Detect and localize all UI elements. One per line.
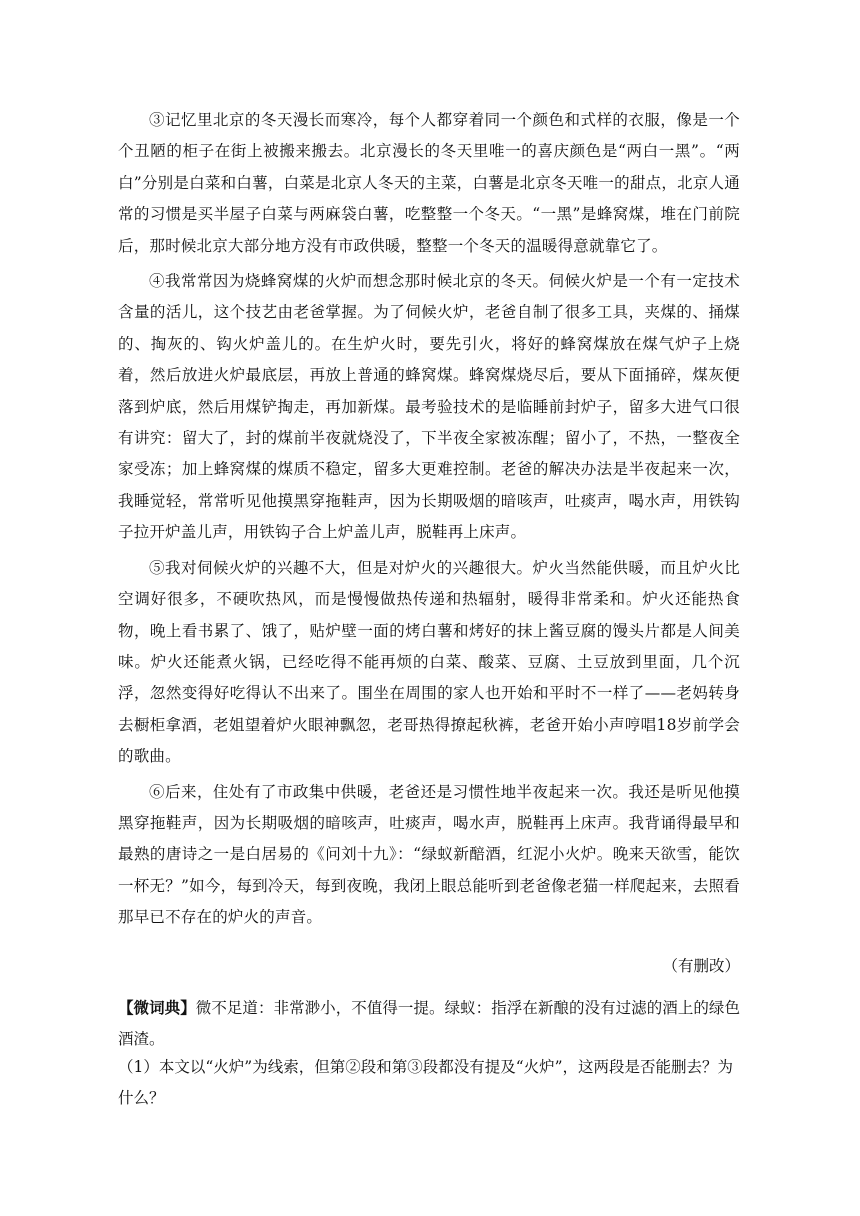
glossary-text: 微不足道：非常渺小，不值得一提。绿蚁：指浮在新酿的没有过滤的酒上的绿色酒渣。: [118, 999, 740, 1049]
source-note: （有删改）: [662, 957, 740, 975]
paragraph-6: ⑥后来，住处有了市政集中供暖，老爸还是习惯性地半夜起来一次。我还是听见他摸黑穿拖鞋声，因为长期吸烟的暗咳声，吐痰声，喝水声，脱鞋再上床声。我背诵得最早和最熟的唐诗之一是白居易的《问刘十九》：“绿蚁新醅酒，红泥小火炉。晚来天欲雪，能饮一杯无？”如今，每到冷天，每到夜晚，我闭上眼总能听到老爸像老猫一样爬起来，去照看那早已不存在的炉火的声音。: [118, 782, 740, 927]
paragraph-4: ④我常常因为烧蜂窝煤的火炉而想念那时候北京的冬天。伺候火炉是一个有一定技术含量的活儿，这个技艺由老爸掌握。为了伺候火炉，老爸自制了很多工具，夹煤的、捅煤的、掏灰的、钩火炉盖儿的。在生炉火时，要先引火，将好的蜂窝煤放在煤气炉子上烧着，然后放进火炉最底层，再放上普通的蜂窝煤。蜂窝煤烧尽后，要从下面捅碎，煤灰便落到炉底，然后用煤铲掏走，再加新煤。最考验技术的是临睡前封炉子，留多大进气口很有讲究：留大了，封的煤前半夜就烧没了，下半夜全家被冻醒；留小了，不热，一整夜全家受冻；加上蜂窝煤的煤质不稳定，留多大更难控制。老爸的解决办法是半夜起来一次，我睡觉轻，常常听见他摸黑穿拖鞋声，因为长期吸烟的暗咳声，吐痰声，喝水声，用铁钩子拉开炉盖儿声，用铁钩子合上炉盖儿声，脱鞋再上床声。: [118, 272, 740, 542]
glossary: [118, 992, 740, 1056]
glossary-title: 【微词典】: [118, 998, 196, 1017]
question-1: （1）本文以“火炉”为线索，但第②段和第③段都没有提及“火炉”，这两段是否能删去？为什么？: [118, 1058, 734, 1108]
paragraph-5: ⑤我对伺候火炉的兴趣不大，但是对炉火的兴趣很大。炉火当然能供暖，而且炉火比空调好很多，不硬吹热风，而是慢慢做热传递和热辐射，暖得非常柔和。炉火还能热食物，晚上看书累了、饿了，贴炉壁一面的烤白薯和烤好的抹上酱豆腐的馒头片都是人间美味。炉火还能煮火锅，已经吃得不能再烦的白菜、酸菜、豆腐、土豆放到里面，几个沉浮，忽然变得好吃得认不出来了。围坐在周围的家人也开始和平时不一样了——老妈转身去橱柜拿酒，老姐望着炉火眼神飘忽，老哥热得撩起秋裤，老爸开始小声哼唱18岁前学会的歌曲。: [118, 558, 740, 766]
article-body: [118, 105, 740, 934]
paragraph-3: ③记忆里北京的冬天漫长而寒冷，每个人都穿着同一个颜色和式样的衣服，像是一个个丑陋的柜子在街上被搬来搬去。北京漫长的冬天里唯一的喜庆颜色是“两白一黑”。“两白”分别是白菜和白薯，白菜是北京人冬天的主菜，白薯是北京冬天唯一的甜点，北京人通常的习惯是买半屋子白菜与两麻袋白薯，吃整整一个冬天。“一黑”是蜂窝煤，堆在门前院后，那时候北京大部分地方没有市政供暖，整整一个冬天的温暖得意就靠它了。: [118, 111, 740, 255]
